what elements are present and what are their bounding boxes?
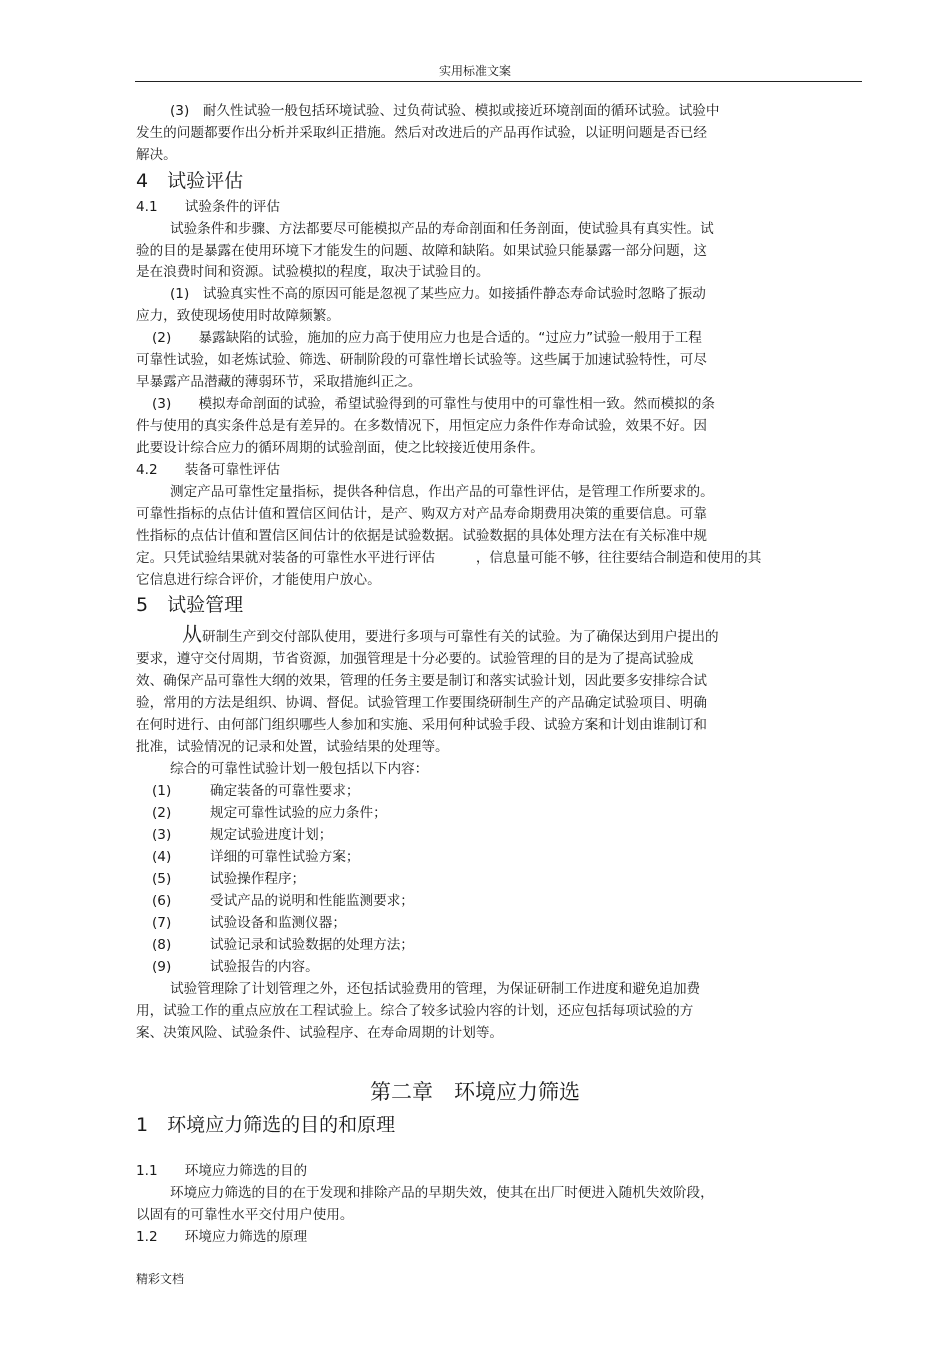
text-line: 要求，遵守交付周期，节省资源，加强管理是十分必要的。试验管理的目的是为了提高试验成 [136,651,694,667]
list-item [152,847,360,867]
text-line: 案、决策风险、试验条件、试验程序、在寿命周期的计划等。 [136,1025,504,1041]
list-item [152,803,387,823]
list-number: (1) [152,783,172,799]
text-line: 以固有的可靠性水平交付用户使用。 [136,1207,354,1223]
text-line: 件与使用的真实条件总是有差异的。在多数情况下，用恒定应力条件作寿命试验，效果不好。因 [136,418,707,434]
text-line: (3) 耐久性试验一般包括环境试验、过负荷试验、模拟或接近环境剖面的循环试验。试验中 [170,103,720,119]
text-line: 是在浪费时间和资源。试验模拟的程度，取决于试验目的。 [136,264,490,280]
list-text: 试验操作程序； [210,871,306,887]
text-line: 试验管理除了计划管理之外，还包括试验费用的管理，为保证研制工作进度和避免追加费 [170,981,701,997]
list-item [152,781,360,801]
text-line: (1) 试验真实性不高的原因可能是忽视了某些应力。如接插件静态寿命试验时忽略了振动 [170,286,706,302]
text-line: 环境应力筛选的目的在于发现和排除产品的早期失效，使其在出厂时便进入随机失效阶段， [170,1185,714,1201]
text-line: 发生的问题都要作出分析并采取纠正措施。然后对改进后的产品再作试验，以证明问题是否已经 [136,125,707,141]
list-text: 受试产品的说明和性能监测要求； [210,893,414,909]
list-number: (9) [152,959,172,975]
text-line: (3) 模拟寿命剖面的试验，希望试验得到的可靠性与使用中的可靠性相一致。然而模拟的条 [152,396,716,412]
drop-cap: 从 [182,622,202,646]
text-line: 在何时进行、由何部门组织哪些人参加和实施、采用何种试验手段、试验方案和计划由谁制订和 [136,717,707,733]
list-text: 试验记录和试验数据的处理方法； [210,937,414,953]
list-item [152,935,414,955]
text-line: 解决。 [136,147,177,163]
text-line: 性指标的点估计值和置信区间估计的依据是试验数据。试验数据的具体处理方法在有关标准中规 [136,528,707,544]
text-line: 试验条件和步骤、方法都要尽可能模拟产品的寿命剖面和任务剖面，使试验具有真实性。试 [170,221,714,237]
list-text: 试验设备和监测仪器； [210,915,346,931]
list-number: (8) [152,937,172,953]
text-line: 应力，致使现场使用时故障频繁。 [136,308,340,324]
text-line: 批准，试验情况的记录和处置，试验结果的处理等。 [136,739,449,755]
list-intro: 综合的可靠性试验计划一般包括以下内容： [170,761,429,777]
list-number: (5) [152,871,172,887]
list-number: (6) [152,893,172,909]
page-header: 实用标准文案 [438,64,511,78]
list-text: 试验报告的内容。 [210,959,319,975]
subsection-heading-1-1: 1.1 环境应力筛选的目的 [136,1163,308,1179]
section-heading-5: 5 试验管理 [136,594,244,616]
text-line: 此要设计综合应力的循环周期的试验剖面，使之比较接近使用条件。 [136,440,544,456]
text-line: (2) 暴露缺陷的试验，施加的应力高于使用应力也是合适的。“过应力”试验一般用于工程 [152,330,702,346]
section-heading-4: 4 试验评估 [136,170,244,192]
list-number: (3) [152,827,172,843]
text-line: 测定产品可靠性定量指标，提供各种信息，作出产品的可靠性评估，是管理工作所要求的。 [170,484,714,500]
list-number: (2) [152,805,172,821]
list-text: 详细的可靠性试验方案； [210,849,360,865]
header-rule [135,81,862,82]
text-line: 早暴露产品潜藏的薄弱环节，采取措施纠正之。 [136,374,422,390]
page-footer: 精彩文档 [136,1272,185,1286]
list-item [152,957,319,977]
list-item [152,913,346,933]
list-number: (4) [152,849,172,865]
text-line: 可靠性试验，如老炼试验、筛选、研制阶段的可靠性增长试验等。这些属于加速试验特性，可尽 [136,352,707,368]
text-line: 可靠性指标的点估计值和置信区间估计，是产、购双方对产品寿命期费用决策的重要信息。可靠 [136,506,707,522]
list-item [152,869,305,889]
text-line: 它信息进行综合评价，才能使用户放心。 [136,572,381,588]
list-text: 确定装备的可靠性要求； [210,783,360,799]
text-line: 效、确保产品可靠性大纲的效果，管理的任务主要是制订和落实试验计划，因此要多安排综合试 [136,673,707,689]
text-span: 研制生产到交付部队使用，要进行多项与可靠性有关的试验。为了确保达到用户提出的 [202,629,719,645]
subsection-heading-4-1: 4.1 试验条件的评估 [136,199,280,215]
text-line [182,624,719,647]
text-line: 定。只凭试验结果就对装备的可靠性水平进行评估 ，信息量可能不够，往往要结合制造和使用的其 [136,550,762,566]
list-number: (7) [152,915,172,931]
text-line: 验，常用的方法是组织、协调、督促。试验管理工作要围绕研制生产的产品确定试验项目、明确 [136,695,707,711]
chapter-title: 第二章 环境应力筛选 [370,1080,580,1104]
list-text: 规定可靠性试验的应力条件； [210,805,387,821]
text-line: 用，试验工作的重点应放在工程试验上。综合了较多试验内容的计划，还应包括每项试验的方 [136,1003,694,1019]
list-item [152,891,414,911]
text-line: 验的目的是暴露在使用环境下才能发生的问题、故障和缺陷。如果试验只能暴露一部分问题，这 [136,243,707,259]
list-item [152,825,332,845]
list-text: 规定试验进度计划； [210,827,333,843]
section-heading-1: 1 环境应力筛选的目的和原理 [136,1114,396,1136]
subsection-heading-1-2: 1.2 环境应力筛选的原理 [136,1229,308,1245]
subsection-heading-4-2: 4.2 装备可靠性评估 [136,462,280,478]
